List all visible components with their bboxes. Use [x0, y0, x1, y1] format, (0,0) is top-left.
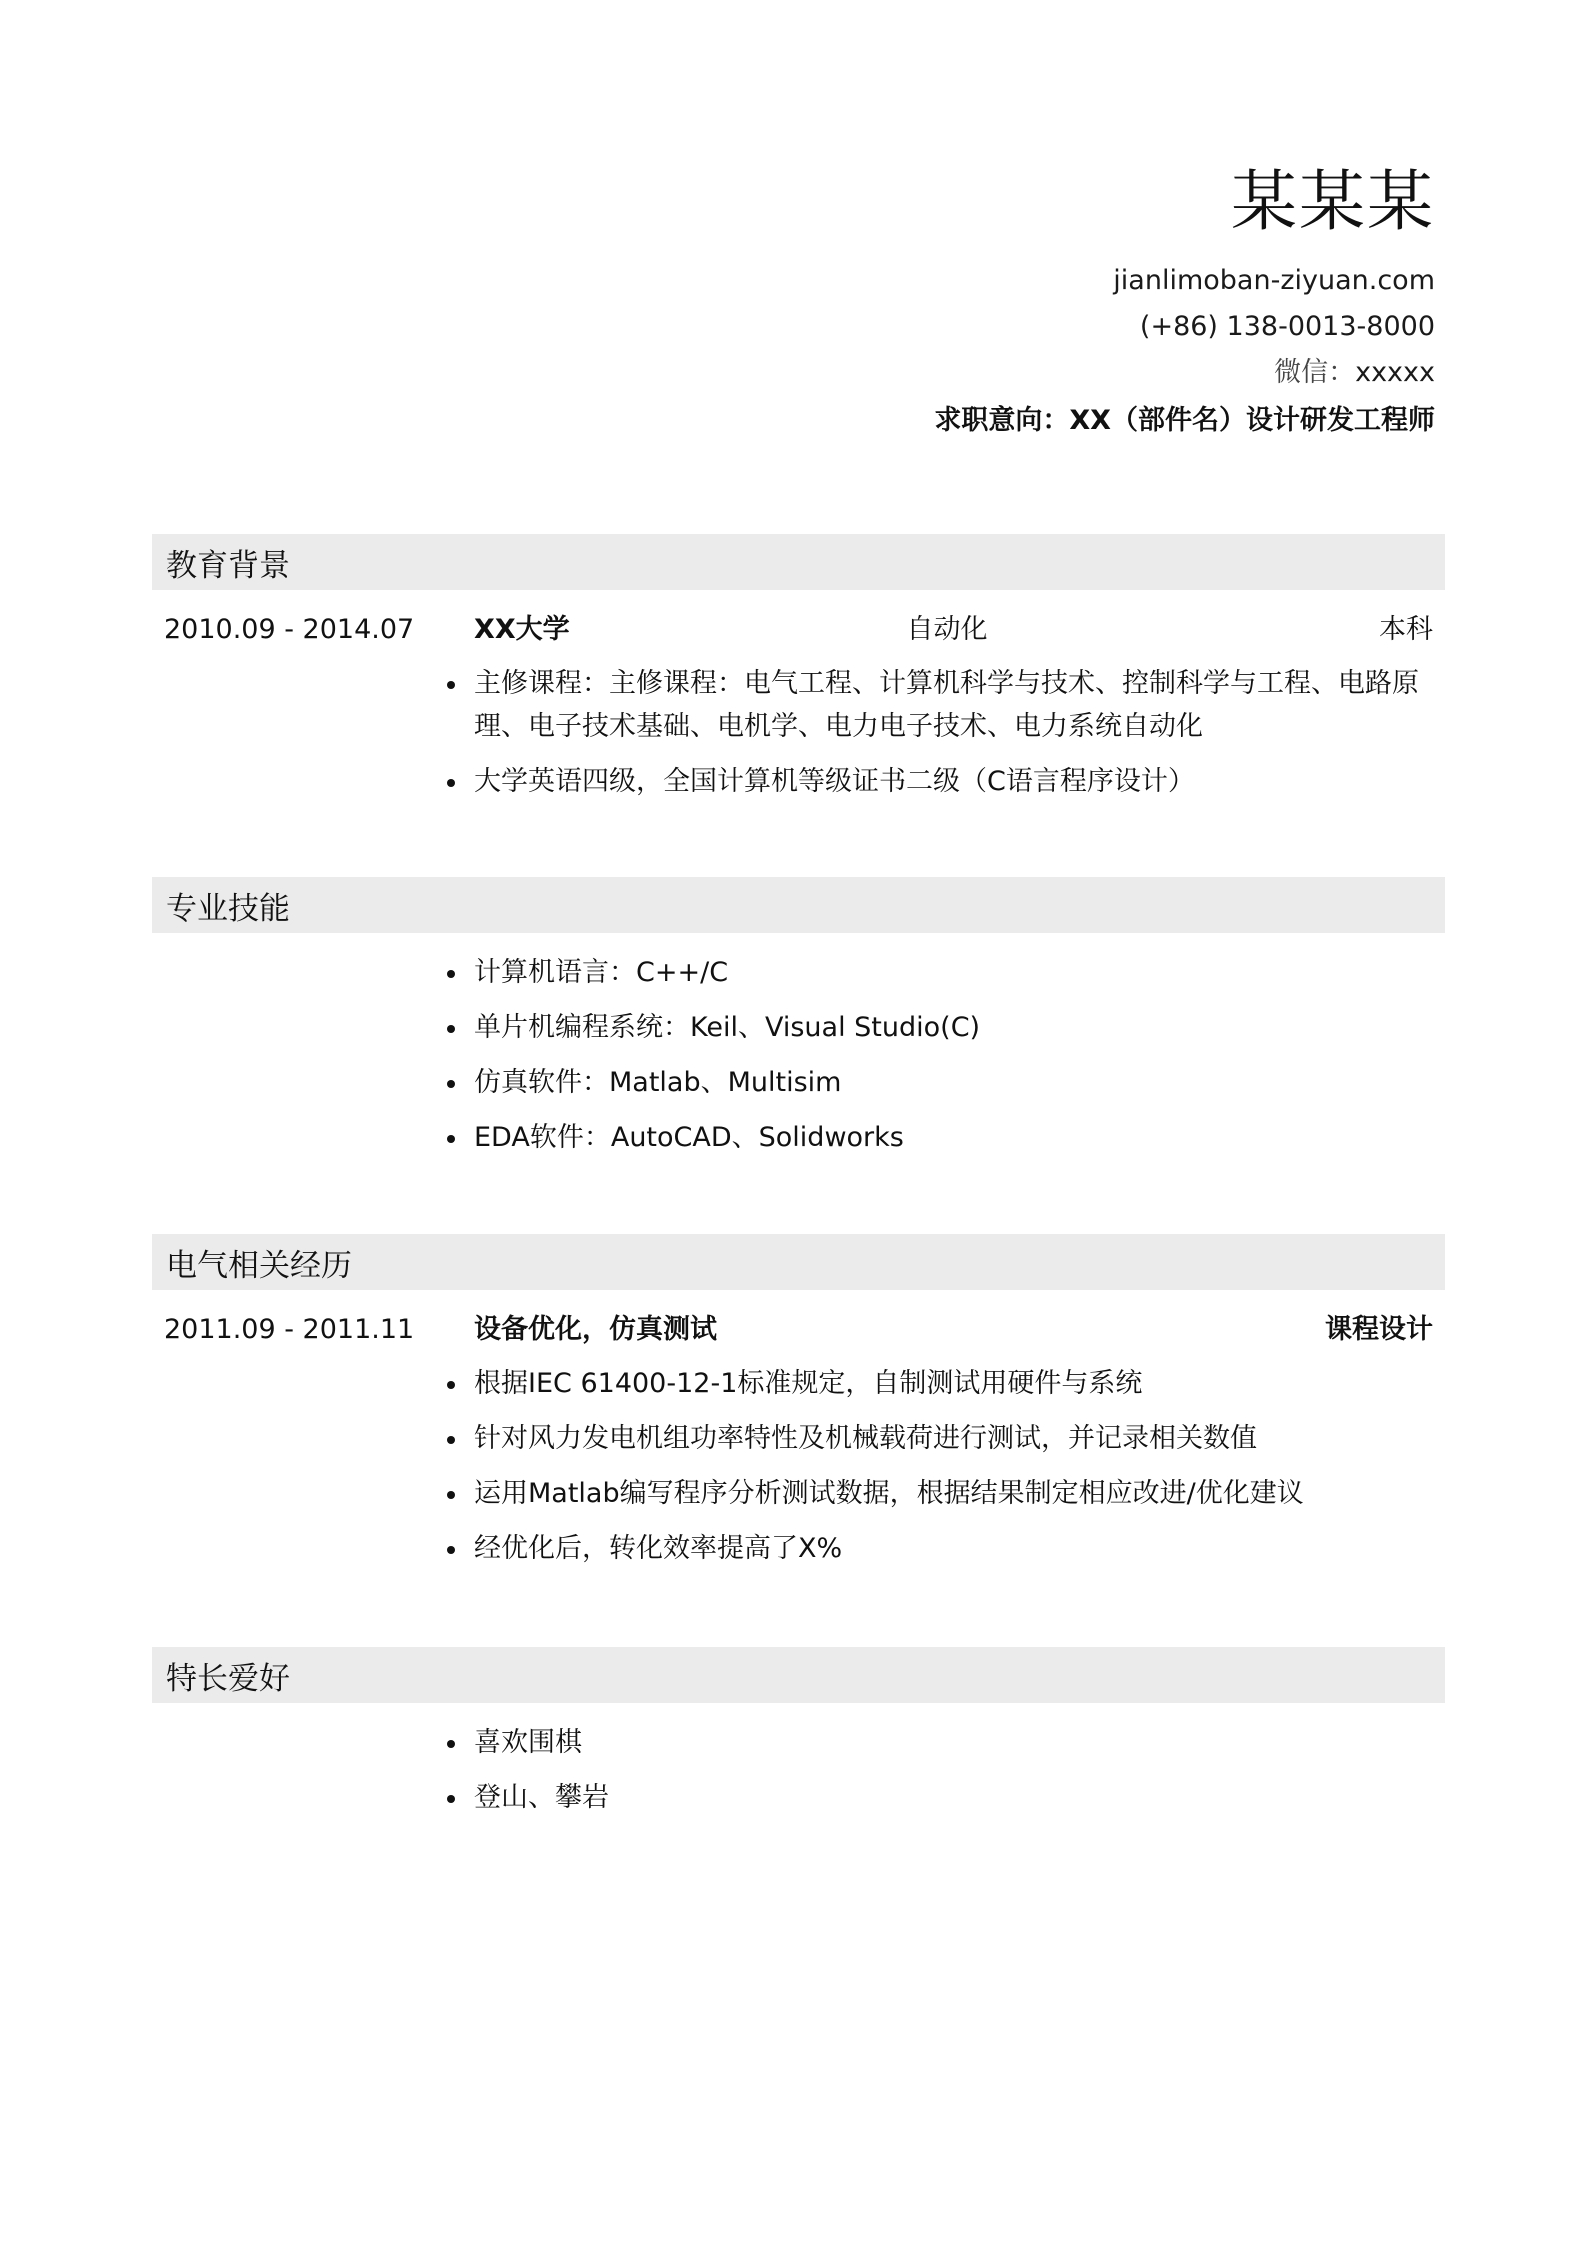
- experience-details: [474, 1362, 1445, 1570]
- section-header-experience: [152, 1234, 1445, 1290]
- entry-major: 自动化: [906, 614, 988, 645]
- phone-number: (+86) 138-0013-8000: [1139, 311, 1435, 342]
- list-item: 根据IEC 61400-12-1标准规定，自制测试用硬件与系统: [474, 1362, 1433, 1405]
- section-title: 教育背景: [166, 547, 290, 584]
- job-objective: 求职意向：XX（部件名）设计研发工程师: [934, 405, 1435, 436]
- list-item: 经优化后，转化效率提高了X%: [474, 1527, 1433, 1570]
- wechat-value: xxxxx: [1355, 357, 1435, 388]
- list-item: 登山、攀岩: [474, 1776, 1433, 1819]
- resume-header: [934, 160, 1435, 444]
- skills-list: [474, 951, 1445, 1159]
- list-item: 喜欢围棋: [474, 1721, 1433, 1764]
- skills-section: [152, 877, 1445, 1171]
- school-bold: XX大学: [474, 614, 570, 645]
- hobbies-list: [474, 1721, 1445, 1819]
- entry-head: [474, 1308, 1445, 1352]
- section-header-skills: [152, 877, 1445, 933]
- experience-section: [152, 1234, 1445, 1582]
- section-title: 电气相关经历: [166, 1247, 352, 1284]
- section-title: 特长爱好: [166, 1660, 290, 1697]
- list-item: 单片机编程系统：Keil、Visual Studio(C): [474, 1006, 1433, 1049]
- section-title: 专业技能: [166, 890, 290, 927]
- education-details: [474, 662, 1445, 803]
- section-header-education: [152, 534, 1445, 590]
- section-header-hobbies: [152, 1647, 1445, 1703]
- list-item: 运用Matlab编写程序分析测试数据，根据结果制定相应改进/优化建议: [474, 1472, 1433, 1515]
- list-item: 仿真软件：Matlab、Multisim: [474, 1061, 1433, 1104]
- wechat: [934, 350, 1435, 396]
- wechat-label: 微信：: [1274, 357, 1356, 388]
- list-item: 计算机语言：C++/C: [474, 951, 1433, 994]
- entry-date: 2010.09 - 2014.07: [164, 614, 415, 645]
- project-name: 设备优化，仿真测试: [474, 1314, 717, 1345]
- list-item: EDA软件：AutoCAD、Solidworks: [474, 1116, 1433, 1159]
- list-item: 针对风力发电机组功率特性及机械载荷进行测试，并记录相关数值: [474, 1417, 1433, 1460]
- website[interactable]: jianlimoban-ziyuan.com: [1113, 265, 1435, 296]
- school-name: [474, 608, 570, 652]
- project-type: 课程设计: [1325, 1314, 1433, 1345]
- candidate-name: 某某某: [1231, 163, 1435, 240]
- list-item: 大学英语四级，全国计算机等级证书二级（C语言程序设计）: [474, 760, 1433, 803]
- hobbies-section: [152, 1647, 1445, 1831]
- education-section: [152, 534, 1445, 815]
- entry-degree: 本科: [1379, 614, 1433, 645]
- education-entry: [152, 608, 1445, 803]
- list-item: 主修课程：主修课程：电气工程、计算机科学与技术、控制科学与工程、电路原理、电子技术基础、电机学、电力电子技术、电力系统自动化: [474, 662, 1433, 748]
- experience-entry: [152, 1308, 1445, 1570]
- entry-date: 2011.09 - 2011.11: [164, 1314, 415, 1345]
